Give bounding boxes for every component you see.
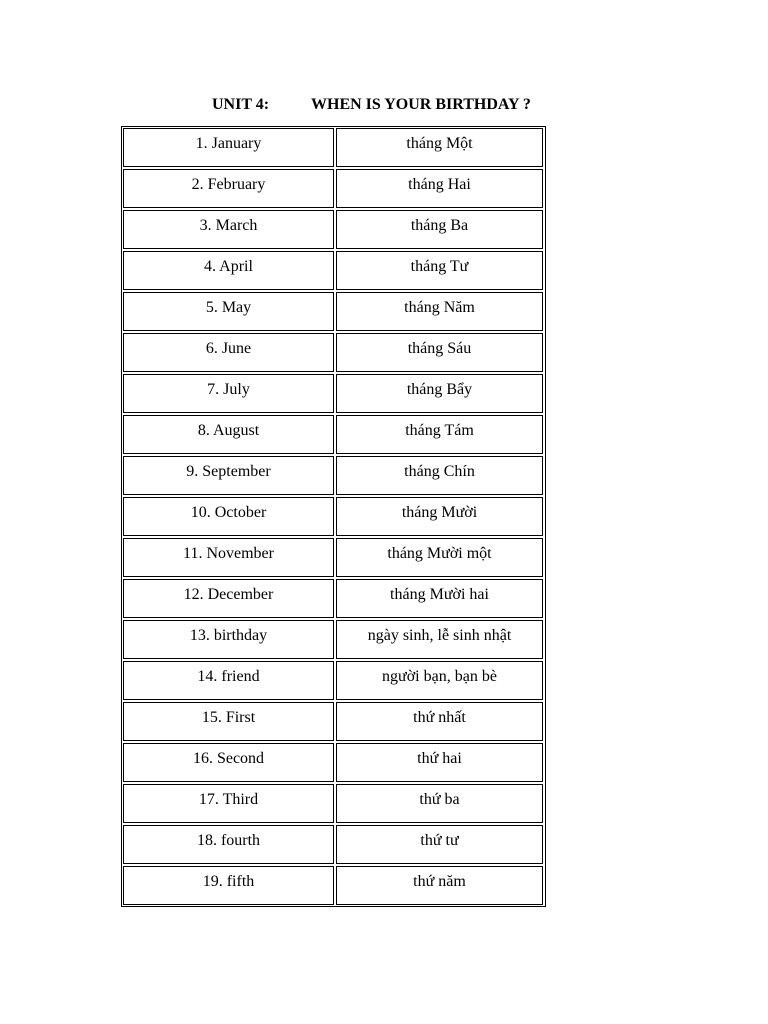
vietnamese-meaning-cell: thứ năm [336, 866, 543, 905]
english-word-cell: 1. January [123, 128, 334, 167]
vietnamese-meaning-cell: thứ tư [336, 825, 543, 864]
table-row [122, 783, 545, 824]
table-row [122, 578, 545, 619]
table-row [122, 373, 545, 414]
english-word-cell: 10. October [123, 497, 334, 536]
vietnamese-meaning-cell: tháng Hai [336, 169, 543, 208]
document-title [0, 94, 768, 116]
table-row [122, 250, 545, 291]
english-word-cell: 18. fourth [123, 825, 334, 864]
table-row [122, 209, 545, 250]
english-word-cell: 17. Third [123, 784, 334, 823]
english-word-cell: 15. First [123, 702, 334, 741]
table-row [122, 824, 545, 865]
vietnamese-meaning-cell: tháng Một [336, 128, 543, 167]
table-row [122, 865, 545, 906]
vietnamese-meaning-cell: tháng Năm [336, 292, 543, 331]
table-row [122, 496, 545, 537]
vietnamese-meaning-cell: ngày sinh, lễ sinh nhật [336, 620, 543, 659]
vietnamese-meaning-cell: tháng Bẩy [336, 374, 543, 413]
english-word-cell: 6. June [123, 333, 334, 372]
table-row [122, 455, 545, 496]
english-word-cell: 5. May [123, 292, 334, 331]
unit-label: UNIT 4: [212, 96, 270, 113]
english-word-cell: 7. July [123, 374, 334, 413]
vietnamese-meaning-cell: thứ hai [336, 743, 543, 782]
english-word-cell: 14. friend [123, 661, 334, 700]
vietnamese-meaning-cell: tháng Ba [336, 210, 543, 249]
table-row [122, 619, 545, 660]
vietnamese-meaning-cell: tháng Chín [336, 456, 543, 495]
vietnamese-meaning-cell: tháng Tư [336, 251, 543, 290]
vietnamese-meaning-cell: thứ nhất [336, 702, 543, 741]
table-row [122, 168, 545, 209]
vietnamese-meaning-cell: tháng Tám [336, 415, 543, 454]
unit-heading: WHEN IS YOUR BIRTHDAY ? [311, 96, 531, 113]
table-row [122, 660, 545, 701]
table-row [122, 701, 545, 742]
table-row [122, 291, 545, 332]
vietnamese-meaning-cell: tháng Mười một [336, 538, 543, 577]
english-word-cell: 16. Second [123, 743, 334, 782]
english-word-cell: 2. February [123, 169, 334, 208]
table-row [122, 537, 545, 578]
english-word-cell: 9. September [123, 456, 334, 495]
english-word-cell: 19. fifth [123, 866, 334, 905]
english-word-cell: 8. August [123, 415, 334, 454]
vietnamese-meaning-cell: thứ ba [336, 784, 543, 823]
table-row [122, 742, 545, 783]
vietnamese-meaning-cell: người bạn, bạn bè [336, 661, 543, 700]
english-word-cell: 4. April [123, 251, 334, 290]
vietnamese-meaning-cell: tháng Mười hai [336, 579, 543, 618]
english-word-cell: 13. birthday [123, 620, 334, 659]
vocabulary-table [121, 126, 546, 907]
table-row [122, 332, 545, 373]
english-word-cell: 12. December [123, 579, 334, 618]
english-word-cell: 11. November [123, 538, 334, 577]
vietnamese-meaning-cell: tháng Mười [336, 497, 543, 536]
english-word-cell: 3. March [123, 210, 334, 249]
table-row [122, 414, 545, 455]
vietnamese-meaning-cell: tháng Sáu [336, 333, 543, 372]
table-row [122, 127, 545, 168]
